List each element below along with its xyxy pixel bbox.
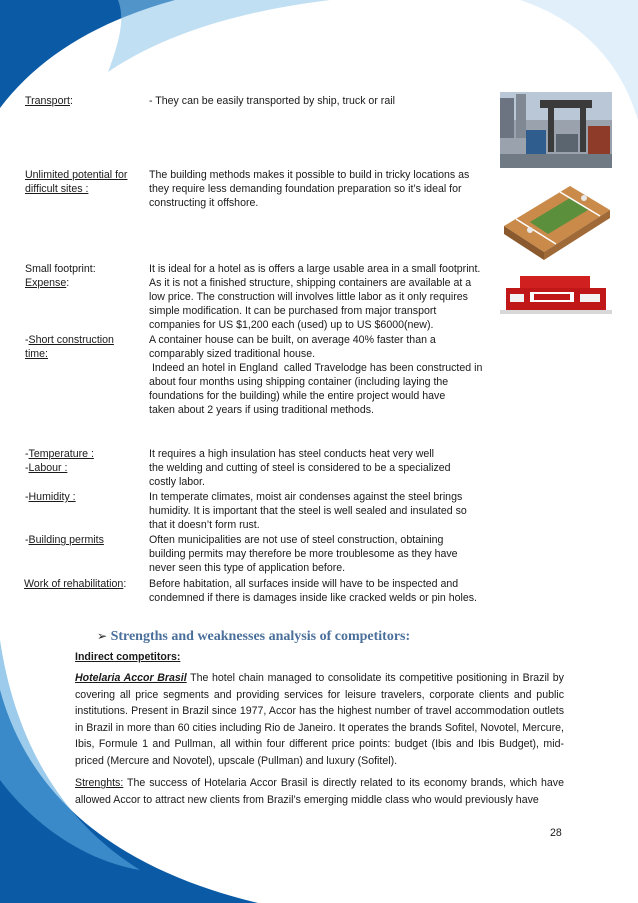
construction-desc-line5: foundations for the building) while the entire project would have [149, 390, 446, 402]
permits-label [25, 533, 104, 548]
permits-desc-line1: Often municipalities are not use of steel construction, obtaining [149, 534, 444, 546]
expense-desc-line3: simple modification. It can be purchased from major transport [149, 305, 437, 317]
humidity-desc-line3: that it doesn’t form rust. [149, 519, 260, 531]
unlimited-label-line1: Unlimited potential for [25, 169, 128, 181]
expense-label-text: Expense [25, 277, 67, 289]
unlimited-desc-line1: The building methods makes it possible to build in tricky locations as [149, 169, 470, 181]
rehab-desc-line1: Before habitation, all surfaces inside will have to be inspected and [149, 578, 459, 590]
humidity-desc-line2: humidity. It is important that the steel is well sealed and insulated so [149, 505, 467, 517]
footprint-desc: It is ideal for a hotel as is offers a large usable area in a small footprint. [149, 263, 481, 275]
top-swoosh-light [108, 0, 330, 72]
labour-desc-line1: the welding and cutting of steel is considered to be a specialized [149, 462, 451, 474]
permits-desc-line2: building permits may therefore be more troublesome as they have [149, 548, 458, 560]
footprint-label: Small footprint: [25, 263, 96, 275]
page-number: 28 [550, 827, 562, 839]
permits-label-text: Building permits [28, 534, 104, 546]
rehab-label [24, 577, 126, 592]
humidity-desc-line1: In temperate climates, moist air condenses against the steel brings [149, 491, 463, 503]
labour-label-text: Labour : [28, 462, 68, 474]
expense-label [25, 276, 69, 291]
labour-label [25, 461, 67, 476]
construction-label-text: Short construction [28, 334, 114, 346]
expense-label-colon: : [66, 277, 70, 289]
strengths-text: The success of Hotelaria Accor Brasil is directly related to its economy brands, which have allowed Accor to attract new clients from Brazil’s emerging middle class who would previously have [75, 777, 564, 806]
expense-desc-line4: companies for US $1,200 each (used) up to US $6000(new). [149, 319, 434, 331]
humidity-label-text: Humidity : [28, 491, 76, 503]
labour-label-dash: - [25, 462, 29, 474]
container-hotel-cutaway-image [500, 166, 612, 262]
construction-desc-line3: Indeed an hotel in England called Travelodge has been constructed in [149, 362, 483, 374]
temperature-desc: It requires a high insulation has steel conducts heat very well [149, 448, 435, 460]
unlimited-label-line2: difficult sites : [25, 183, 89, 195]
temperature-label-dash: - [25, 448, 29, 460]
transport-desc: - They can be easily transported by ship, truck or rail [149, 95, 395, 107]
construction-desc-line2: comparably sized traditional house. [149, 348, 316, 360]
arrow-bullet-icon: ➢ [97, 629, 108, 643]
accor-paragraph [75, 670, 564, 770]
temperature-label-text: Temperature : [28, 448, 94, 460]
humidity-label-dash: - [25, 491, 29, 503]
construction-desc-line4: about four months using shipping container (including laying the [149, 376, 449, 388]
unlimited-desc-line2: they require less demanding foundation preparation so it’s ideal for [149, 183, 462, 195]
permits-label-dash: - [25, 534, 29, 546]
construction-desc-line1: A container house can be built, on average 40% faster than a [149, 334, 436, 346]
strengths-lead: Strenghts: [75, 777, 124, 789]
transport-label-colon: : [69, 95, 73, 107]
construction-label-line2: time: [25, 348, 48, 360]
construction-label-dash: - [25, 334, 29, 346]
permits-desc-line3: never seen this type of application before. [149, 562, 346, 574]
accor-lead: Hotelaria Accor Brasil [75, 672, 187, 684]
construction-label [25, 333, 114, 348]
expense-desc-line2: low price. The construction will involves little labor as it only requires [149, 291, 468, 303]
section-heading-text: Strengths and weaknesses analysis of competitors: [110, 629, 411, 644]
indirect-competitors-subheading: Indirect competitors: [75, 651, 181, 663]
humidity-label [25, 490, 76, 505]
rehab-desc-line2: condemned if there is damages inside like cracked welds or pin holes. [149, 592, 477, 604]
construction-desc-line6: taken about 2 years if using traditional methods. [149, 404, 374, 416]
temperature-label [25, 447, 94, 462]
container-port-photo [500, 92, 612, 168]
red-container-building-image [500, 274, 612, 318]
accor-text: The hotel chain managed to consolidate its competitive positioning in Brazil by covering all price segments and providing services for leisure travelers, corporate clients and public institutions. Present in Brazil since 1977, Accor has the highest number of travel accommodation outlets in Brazil in more than 60 cities including Rio de Janeiro. It operates the brands Sofitel, Novotel, Mercure, Ibis, Formule 1 and Pullman, all within four different price points: budget (Ibis and Ibis Budget), mid-priced (Mercure and Novotel), upscale (Pullman) and luxury (Sofitel). [75, 672, 564, 767]
transport-label [25, 94, 73, 109]
expense-desc-line1: As it is not a finished structure, shipping containers are available at a [149, 277, 472, 289]
unlimited-desc-line3: constructing it offshore. [149, 197, 259, 209]
rehab-label-colon: : [123, 578, 127, 590]
labour-desc-line2: costly labor. [149, 476, 205, 488]
rehab-label-text: Work of rehabilitation [24, 578, 124, 590]
transport-label-text: Transport [25, 95, 70, 107]
strengths-paragraph [75, 775, 564, 808]
section-heading [97, 629, 410, 645]
